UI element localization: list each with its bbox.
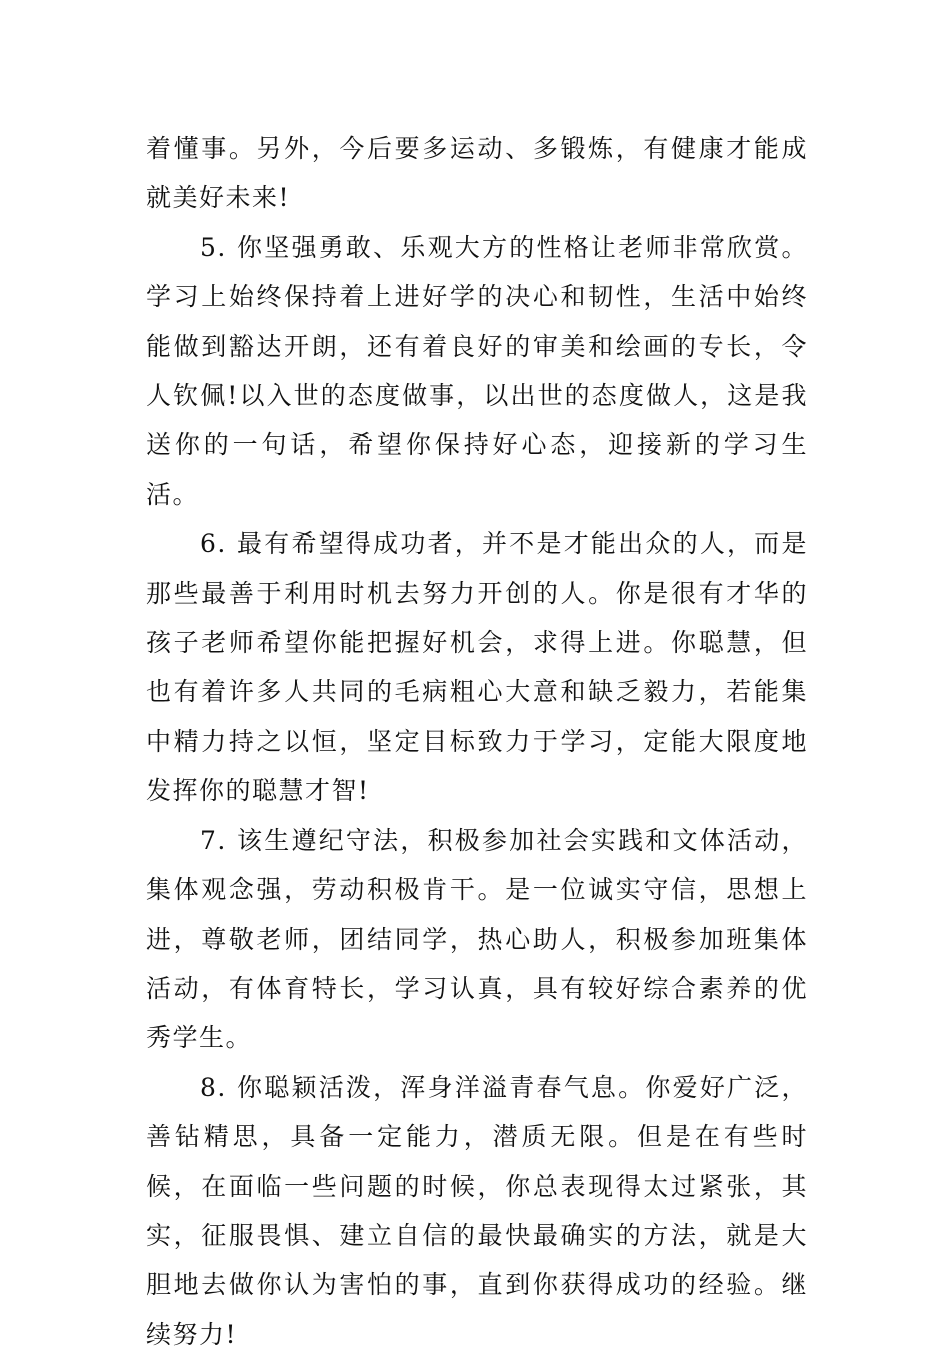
paragraph-item-6: 6. 最有希望得成功者，并不是才能出众的人，而是那些最善于利用时机去努力开创的人。你是很有才华的孩子老师希望你能把握好机会，求得上进。你聪慧，但也有着许多人共同的毛病粗心大意和缺乏毅力，若能集中精力持之以恒，坚定目标致力于学习，定能大限度地发挥你的聪慧才智! <box>146 529 808 806</box>
paragraph-item-5: 5. 你坚强勇敢、乐观大方的性格让老师非常欣赏。学习上始终保持着上进好学的决心和韧性，生活中始终能做到豁达开朗，还有着良好的审美和绘画的专长，令人钦佩!以入世的态度做事，以出世的态度做人，这是我送你的一句话，希望你保持好心态，迎接新的学习生活。 <box>146 232 808 509</box>
paragraph-item-8: 8. 你聪颖活泼，浑身洋溢青春气息。你爱好广泛，善钻精思，具备一定能力，潜质无限。但是在有些时候，在面临一些问题的时候，你总表现得太过紧张，其实，征服畏惧、建立自信的最快最确实的方法，就是大胆地去做你认为害怕的事，直到你获得成功的经验。继续努力! <box>146 1072 808 1349</box>
paragraph-item-7: 7. 该生遵纪守法，积极参加社会实践和文体活动，集体观念强，劳动积极肯干。是一位诚实守信，思想上进，尊敬老师，团结同学，热心助人，积极参加班集体活动，有体育特长，学习认真，具有较好综合素养的优秀学生。 <box>146 825 808 1053</box>
paragraph-continuation: 着懂事。另外，今后要多运动、多锻炼，有健康才能成就美好未来! <box>146 134 808 213</box>
document-body <box>146 124 808 1359</box>
